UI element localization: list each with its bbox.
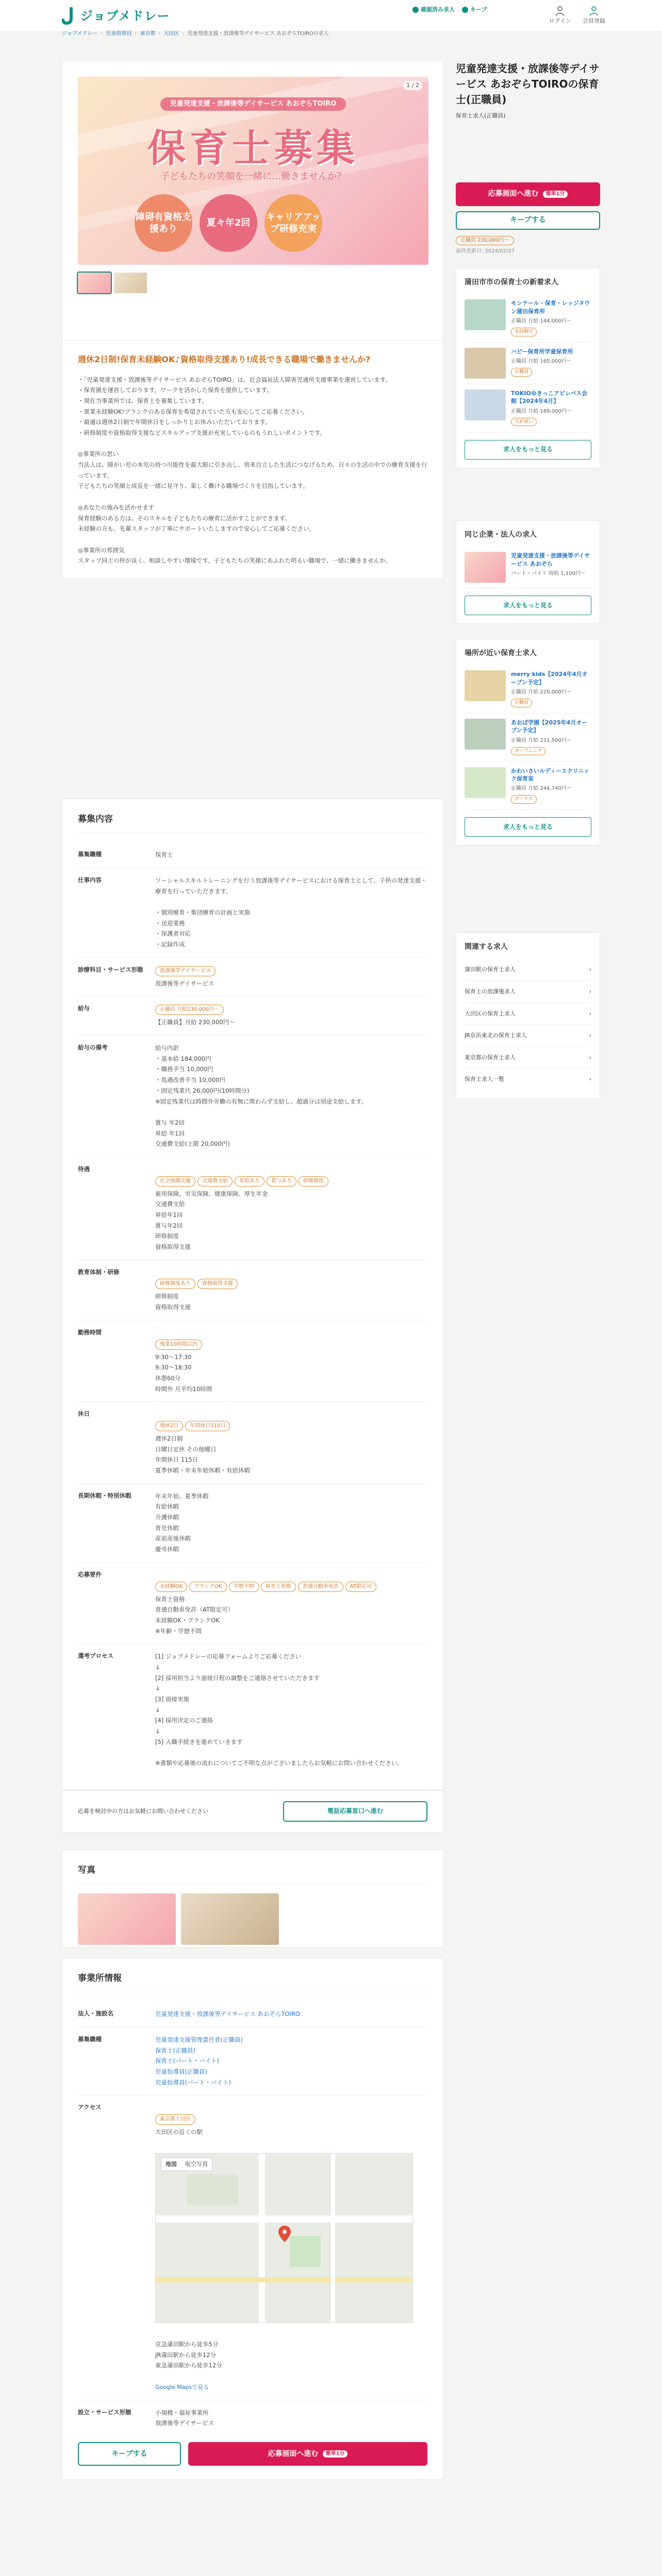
tag-pill: 賞与あり: [267, 1176, 296, 1187]
related-link[interactable]: JR京浜東北の保育士求人 ›: [465, 1025, 591, 1047]
chevron-right-icon: ›: [589, 988, 591, 995]
site-header: [0, 0, 662, 32]
tag-pill: 放課後等デイサービス: [155, 966, 216, 976]
more-jobs-button[interactable]: 求人をもっと見る: [465, 817, 591, 837]
map-tab[interactable]: 地図: [166, 2161, 177, 2168]
map[interactable]: [155, 2153, 413, 2323]
row-label: 長期休暇・特別休暇: [78, 1492, 131, 1499]
row-value: 年末年始、夏季休暇 有給休暇 介護休暇 育児休暇 産前産後休暇 慶弔休暇: [155, 1492, 209, 1553]
hero-thumbnails: [78, 273, 147, 293]
row-value: 週休2日制 日曜日定休 その他曜日 年間休日 115日 夏季休暇・年末年始休暇・有給休暇: [155, 1434, 250, 1474]
salary-pill: 正職員 230,000円〜: [456, 236, 514, 245]
row-label: 応募要件: [78, 1570, 102, 1578]
verified-jobs-link[interactable]: 確認済み求人: [412, 5, 455, 14]
related-link[interactable]: 蒲田駅の保育士求人 ›: [465, 959, 591, 981]
job-card[interactable]: あおば学園【2025年4月オープン予定】 正職員 月給 211,500円〜 オープニング: [465, 714, 591, 762]
related-link[interactable]: 保育士の放課後求人 ›: [465, 981, 591, 1003]
site-logo[interactable]: [62, 6, 170, 26]
chevron-right-icon: ›: [589, 1076, 591, 1083]
summary-body: ・「児童発達支援・放課後等デイサービス あおぞらTOIRO」は、社会福祉法人障害児通所支援事業を運営しています。 ・保育園を運営しております。ワークを活かした保育を提供しています。 ・現在当事業所では、保育士を募集しています。 ・異業未経験OK!ブランクのある保育を希望されていた方も安心してご応募ください。 ・最適は週休2日制で年間休日をしっかりとお休みいただいております。 ・研修制度や資格取得支援などスキルアップ支援が充実しているのもうれしいポイントです。 ◎事業所の思い 当法人は、障がい児の本児の持つ可能性を最大限に引き出し、将来自立した生活につなげるため、日々の生活の中での療育支援を行っています。 子どもたちの笑顔と成長を一緒に見守り、楽しく働ける職場づくりを目指しています。 ◎あなたの強みを活かせます 保育経験のある方は、そのスキルを子どもたちの療育に活かすことができます。 未経験の方も、先輩スタッフが丁寧にサポートいたしますので安心してご応募ください。 ◎事業所の雰囲気 スタッフ同士の仲が良く、相談しやすい環境です。子どもたちの笑顔にあふれた明るい職場で、一緒に働きませんか。: [78, 376, 427, 565]
row-value: 小規模・福祉事業所 放課後等デイサービス: [155, 2409, 214, 2427]
apply-button[interactable]: 応募画面へ進む 簡単1分: [188, 2442, 427, 2466]
section-title: 募集内容: [78, 812, 427, 833]
tag-pill: 正職員 月給230,000円〜: [155, 1005, 224, 1015]
job-card[interactable]: ハピー保育所学童保育所 正職員 月給 165,000円〜 正職員: [465, 343, 591, 384]
related-jobs-box: [456, 933, 600, 1099]
row-label: 休日: [78, 1410, 90, 1418]
row-value: ソーシャルスキルトレーニングを行う放課後等デイサービスにおける保育士として、子供の発達支援・療育を行っていただきます。 ・個別療育・集団療育の計画と実施 ・送迎業務 ・保護者対応 ・記録作成: [155, 876, 427, 948]
hero-subtitle: 子どもたちの笑顔を一緒に…働きませんか？: [160, 171, 346, 182]
row-label: 教育体制・研修: [78, 1268, 120, 1276]
station-text: 大田区の近くの駅: [155, 2128, 203, 2136]
job-card[interactable]: TOKIOゆきっこアビレパス会館【2024年4月】 正職員 月給 189,000円〜 入社祝い: [465, 384, 591, 433]
keep-button[interactable]: キープする: [78, 2442, 181, 2466]
chevron-right-icon: ›: [589, 1010, 591, 1017]
thumbnail[interactable]: [114, 273, 147, 293]
breadcrumb-job[interactable]: 児童指導員: [106, 31, 132, 37]
tag-pill: 資格取得支援: [197, 1279, 238, 1289]
tag-pill: 昇給あり: [235, 1176, 264, 1187]
row-label: 診療科目・サービス形態: [78, 965, 143, 973]
job-card[interactable]: 児童発達支援・放課後等デイサービス あおぞら パート・バイト 時給 1,100円〜: [465, 547, 591, 588]
hero-card: [62, 61, 443, 380]
summary-heading: 週休2日制!保育未経験OK♪資格取得支援あり!成長できる職場で働きませんか?: [78, 354, 371, 364]
hero-badge: 夏々年2回: [200, 194, 257, 252]
row-label: 設立・サービス形態: [78, 2408, 131, 2416]
address-pill: 東京都大田区: [155, 2114, 195, 2125]
office-name-link[interactable]: 児童発達支援・放課後等デイサービス あおぞらTOIRO: [155, 2010, 300, 2018]
row-label: 募集職種: [78, 851, 102, 858]
row-value: 雇用保険、労災保険、健康保険、厚生年金 交通費支給 昇給年1回 賞与年2回 研修制度 資格取得支援: [155, 1190, 268, 1251]
google-maps-link[interactable]: Google Mapsで見る: [155, 2383, 209, 2391]
row-label: 勤務時間: [78, 1328, 102, 1336]
row-label: 仕事内容: [78, 876, 102, 884]
tag-pill: 残業10時間以内: [155, 1340, 202, 1350]
chevron-right-icon: ›: [589, 1032, 591, 1039]
user-icon: [554, 5, 566, 16]
box-title: 同じ企業・法人の求人: [465, 531, 537, 539]
tag-pill: 保育士資格: [261, 1582, 296, 1592]
chevron-right-icon: ›: [589, 966, 591, 973]
photos-section: [62, 1850, 443, 1947]
satellite-tab[interactable]: 航空写真: [185, 2161, 208, 2168]
hero-title: 保育士募集: [147, 126, 359, 171]
box-title: 関連する求人: [465, 943, 508, 951]
breadcrumb-city[interactable]: 大田区: [163, 31, 179, 37]
job-card[interactable]: merry kids【2024年4月オープン予定】 正職員 月給 220,000円〜 正職員: [465, 665, 591, 714]
more-jobs-button[interactable]: 求人をもっと見る: [465, 440, 591, 460]
same-company-box: [456, 520, 600, 624]
tag-pill: 学歴不問: [229, 1582, 259, 1592]
tag-pill: ブランクOK: [189, 1582, 226, 1592]
sidebar-keep-button[interactable]: キープする: [456, 211, 600, 230]
office-section: [62, 1958, 443, 2480]
tag-pill: 普通自動車免許: [298, 1582, 343, 1592]
sidebar-summary: [456, 61, 600, 256]
section-title: 写真: [78, 1863, 427, 1884]
login-link[interactable]: ログイン: [549, 5, 571, 26]
breadcrumb-pref[interactable]: 東京都: [140, 31, 156, 37]
inquiry-text: 応募を検討中の方はお気軽にお問い合わせください: [78, 1808, 208, 1815]
signup-link[interactable]: 会員登録: [583, 5, 605, 26]
breadcrumb: ジョブメドレー › 児童指導員 › 東京都 › 大田区 › 児童発達支援・放課後等デイサービス あおぞらTOIROの求人: [62, 30, 329, 38]
star-icon: [462, 7, 468, 13]
tag-pill: 週休2日: [155, 1421, 183, 1431]
box-title: 蒲田市市の保育士の新着求人: [465, 278, 558, 286]
tag-pill: 研修制度: [299, 1176, 328, 1187]
row-label: 選考プロセス: [78, 1652, 113, 1660]
breadcrumb-home[interactable]: ジョブメドレー: [62, 31, 98, 37]
job-title: 児童発達支援・放課後等デイサービス あおぞらTOIROの保育士(正職員): [456, 62, 600, 106]
row-value: 保育士資格 普通自動車免許（AT限定可） 未経験OK・ブランクOK ※年齢・学歴不問: [155, 1595, 234, 1635]
user-add-icon: [588, 5, 600, 16]
row-value: 9:30〜17:30 9:30〜18:30 休憩60分 時間外 月平均10時間: [155, 1353, 212, 1393]
hero-tag: 児童発達支援・放課後等デイサービス あおぞらTOIRO: [160, 97, 346, 111]
row-label: 待遇: [78, 1165, 90, 1173]
logo-text: ジョブメドレー: [80, 9, 170, 23]
check-icon: [412, 7, 419, 13]
photo[interactable]: [78, 1893, 176, 1945]
row-value: 研修制度 資格取得支援: [155, 1293, 191, 1311]
tag-pill: 未経験OK: [155, 1582, 187, 1592]
row-value: 放課後等デイサービス: [155, 979, 214, 987]
hero-image[interactable]: [78, 77, 428, 265]
row-label: 給与: [78, 1005, 90, 1012]
row-label: 募集職種: [78, 2035, 102, 2043]
row-label: 法人・施設名: [78, 2010, 113, 2018]
related-link[interactable]: 東京都の保育士求人 ›: [465, 1047, 591, 1069]
job-card[interactable]: かわいさいルディースクリニック保育室 正職員 月給 244,740円〜 ボーナス: [465, 762, 591, 810]
keep-link[interactable]: キープ: [462, 5, 487, 14]
row-value: [1] ジョブメドレーの応募フォームよりご応募ください ↓ [2] 採用担当より面接日程の調整をご連絡させていただきます ↓ [3] 面接実施 ↓ [4] 採用決定のご連絡 ↓ [5] 入職手続きを進めていきます ※書類や応募後の流れについてご不明な点がございましたらお気軽にお問い合わせください。: [155, 1653, 403, 1767]
nearby-place-box: [456, 639, 600, 845]
related-link[interactable]: 大田区の保育士求人 ›: [465, 1003, 591, 1025]
tag-pill: 交通費支給: [197, 1176, 233, 1187]
job-summary: [62, 340, 443, 579]
recruit-section: [62, 799, 443, 1790]
related-link[interactable]: 保育士求人一覧 ›: [465, 1069, 591, 1090]
row-value: 保育士: [155, 851, 173, 859]
tag-pill: 社会保険完備: [155, 1176, 195, 1187]
row-value: 給与内訳 ・基本給 184,000円 ・職務手当 10,000円 ・処遇改善手当 10,000円 ・固定残業代 26,000円(10時間分) ※固定残業代は時間外労働の有無に関わらず支給し、超過分は別途支給します。 賞与 年2回 昇給 年1回 交通費支給(上限 20,000円): [155, 1044, 368, 1148]
row-value: 京急蒲田駅から徒歩5分 JR蒲田駅から徒歩12分 東急蒲田駅から徒歩12分: [155, 2341, 222, 2369]
job-company: 保育士求人(正職員): [456, 112, 506, 119]
nearby-jobs-box: [456, 268, 600, 468]
box-title: 場所が近い保育士求人: [465, 649, 537, 657]
section-title: 事業所情報: [78, 1972, 427, 1992]
hero-page-counter: 1 / 2: [403, 81, 422, 90]
chevron-right-icon: ›: [589, 1054, 591, 1061]
hero-badge: 障碍有資格支援あり: [135, 194, 192, 252]
breadcrumb-current: 児童発達支援・放課後等デイサービス あおぞらTOIROの求人: [187, 31, 329, 37]
logo-icon: [62, 7, 77, 25]
job-card[interactable]: モンテール・保育・レッジタウン蒲田保育所 正職員 月給 144,000円〜 未経験可: [465, 294, 591, 343]
row-label: アクセス: [78, 2104, 102, 2111]
tag-pill: 研修制度あり: [155, 1279, 195, 1289]
more-jobs-button[interactable]: 求人をもっと見る: [465, 596, 591, 615]
tag-pill: 年間休日115日: [185, 1421, 230, 1431]
row-label: 給与の備考: [78, 1044, 108, 1052]
map-pin-icon: [278, 2226, 291, 2242]
sidebar-apply-button[interactable]: 応募画面へ進む 簡単1分: [456, 182, 600, 206]
thumbnail[interactable]: [78, 273, 111, 293]
inquiry-box: [62, 1790, 443, 1833]
tag-pill: AT限定可: [345, 1582, 376, 1592]
office-jobs-links[interactable]: 児童発達支援管理責任者(正職員) 保育士(正職員) 保育士(パート・バイト) 児童指導員(正職員) 児童指導員(パート・バイト): [155, 2036, 243, 2086]
phone-inquiry-button[interactable]: 電話応募窓口へ進む: [283, 1801, 427, 1822]
photo[interactable]: [181, 1893, 279, 1945]
updated-date: 最終更新日: 2024/02/27: [456, 248, 515, 254]
hero-badge: キャリアアップ研修充実: [264, 194, 322, 252]
row-value: 【正職員】月給 230,000円〜: [155, 1019, 235, 1026]
